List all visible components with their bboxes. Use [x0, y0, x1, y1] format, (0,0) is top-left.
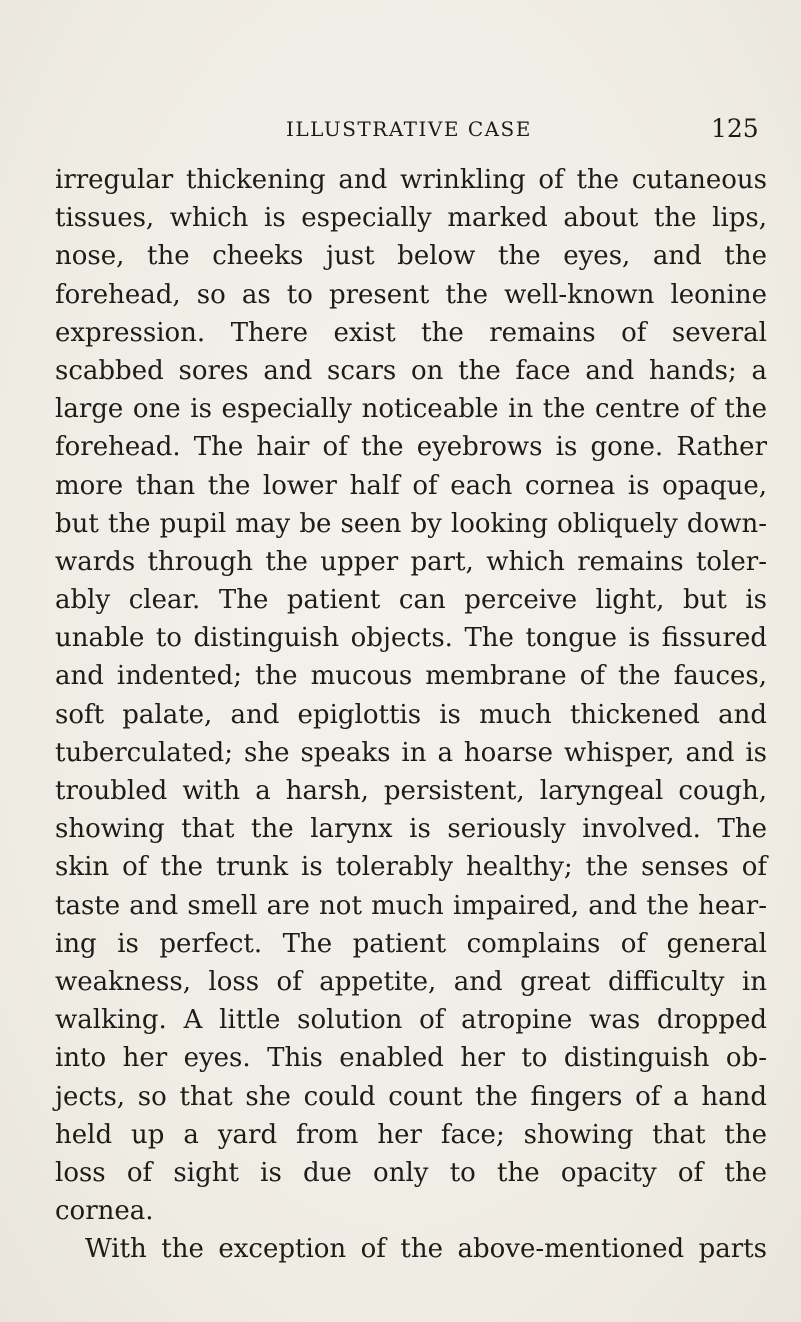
- text-line: tissues, which is especially marked about the lips,: [55, 203, 767, 234]
- text-line: skin of the trunk is tolerably healthy; the senses of: [55, 852, 767, 883]
- text-line: forehead, so as to present the well-known leonine: [55, 279, 767, 310]
- text-line: cornea.: [55, 1196, 154, 1227]
- running-head: [0, 114, 801, 147]
- text-line: tuberculated; she speaks in a hoarse whisper, and is: [55, 737, 767, 768]
- body-text: [55, 161, 767, 1268]
- text-line: and indented; the mucous membrane of the fauces,: [55, 661, 767, 692]
- text-line: held up a yard from her face; showing that the: [55, 1119, 767, 1150]
- text-line: loss of sight is due only to the opacity of the: [55, 1157, 767, 1188]
- text-line: ably clear. The patient can perceive light, but is: [55, 585, 767, 616]
- text-line: into her eyes. This enabled her to distinguish ob-: [55, 1043, 767, 1074]
- running-title: ILLUSTRATIVE CASE: [286, 117, 532, 141]
- text-line: but the pupil may be seen by looking obliquely down-: [55, 508, 767, 539]
- text-line: wards through the upper part, which remains toler-: [55, 546, 767, 577]
- text-line: unable to distinguish objects. The tongue is fissured: [55, 623, 767, 654]
- text-line: large one is especially noticeable in the centre of the: [55, 394, 767, 425]
- text-line: jects, so that she could count the fingers of a hand: [55, 1081, 767, 1112]
- text-line: scabbed sores and scars on the face and hands; a: [55, 355, 767, 386]
- text-line: walking. A little solution of atropine was dropped: [55, 1005, 767, 1036]
- page-number: 125: [711, 114, 759, 143]
- text-line: showing that the larynx is seriously involved. The: [55, 814, 767, 845]
- text-line: troubled with a harsh, persistent, laryngeal cough,: [55, 776, 767, 806]
- text-line: forehead. The hair of the eyebrows is gone. Rather: [55, 432, 767, 463]
- text-line: irregular thickening and wrinkling of the cutaneous: [55, 165, 767, 195]
- text-line: more than the lower half of each cornea is opaque,: [55, 470, 767, 501]
- text-line: With the exception of the above-mentioned parts: [85, 1234, 767, 1265]
- text-line: soft palate, and epiglottis is much thickened and: [55, 699, 767, 730]
- text-line: nose, the cheeks just below the eyes, and the: [55, 241, 767, 272]
- text-line: expression. There exist the remains of several: [55, 317, 767, 348]
- text-line: weakness, loss of appetite, and great difficulty in: [55, 966, 767, 997]
- text-line: taste and smell are not much impaired, and the hear-: [55, 890, 767, 921]
- text-line: ing is perfect. The patient complains of general: [55, 928, 767, 959]
